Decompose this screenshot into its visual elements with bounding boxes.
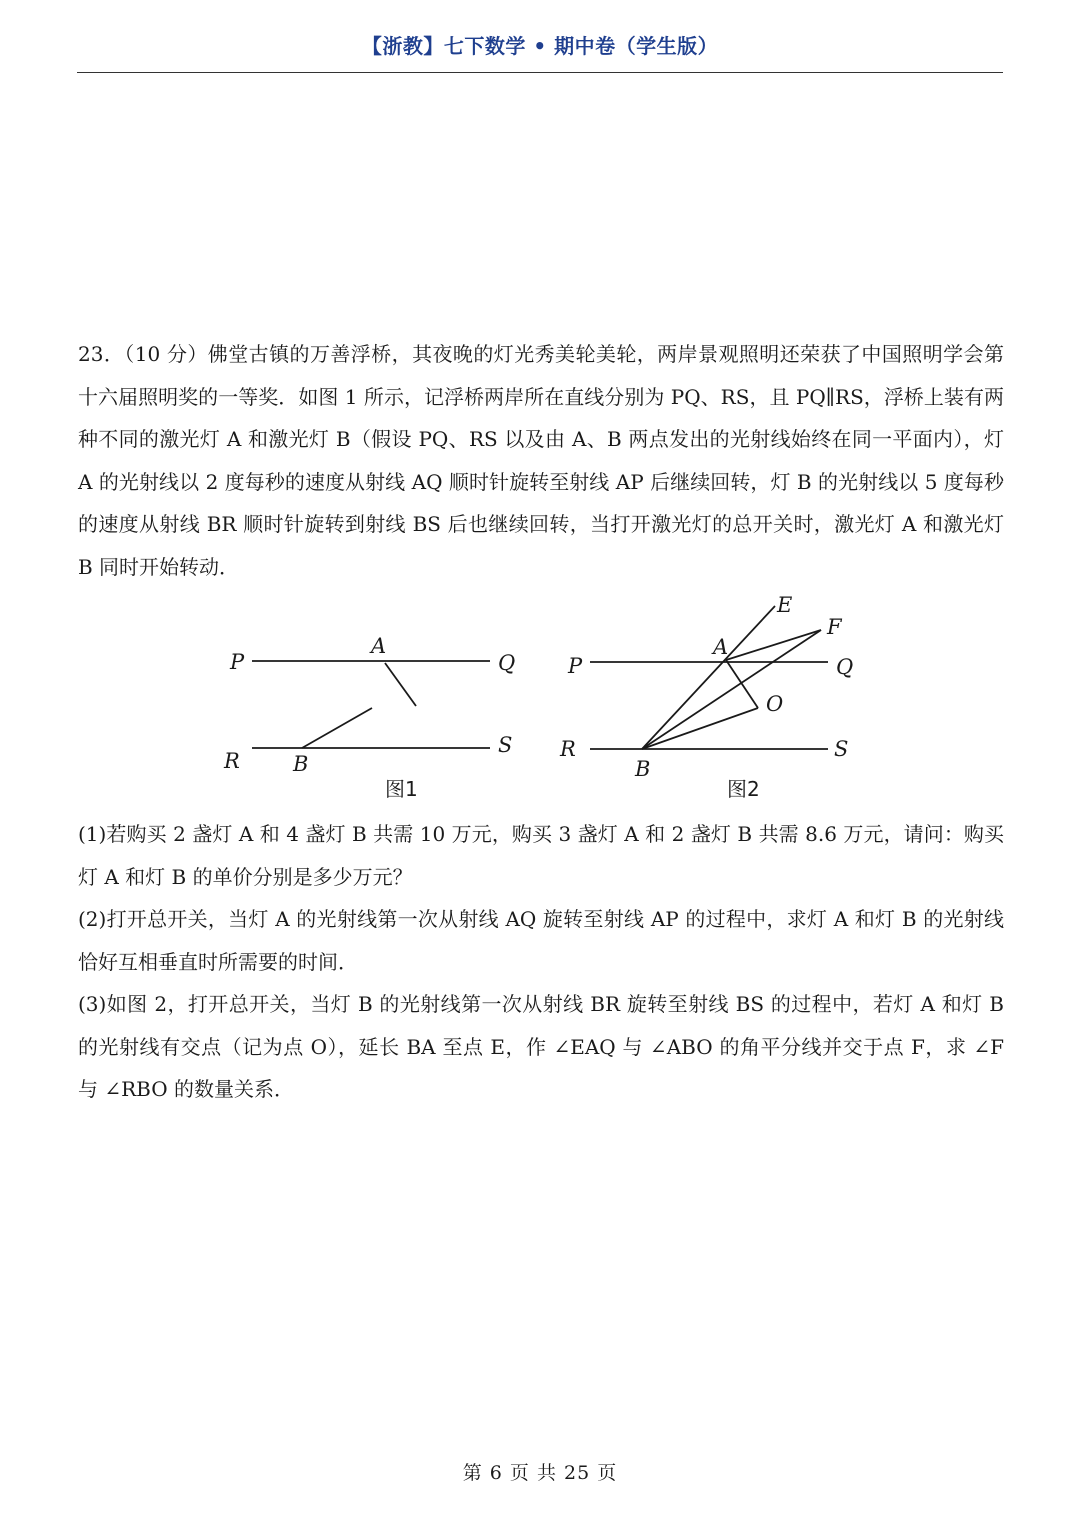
fig1-caption: 图1 xyxy=(385,777,418,801)
fig1-label-R: R xyxy=(224,749,240,773)
fig2-line-AF xyxy=(726,630,821,660)
fig2-caption: 图2 xyxy=(727,777,760,801)
fig2-label-A: A xyxy=(713,635,729,659)
geometry-figures xyxy=(0,590,1080,810)
fig1-ray-A xyxy=(385,663,416,706)
figure-1 xyxy=(223,634,515,801)
fig2-label-B: B xyxy=(635,757,651,781)
question-part-3: (3)如图 2，打开总开关，当灯 B 的光射线第一次从射线 BR 旋转至射线 BS 的过程中，若灯 A 和灯 B 的光射线有交点（记为点 O），延长 BA 至点 E，作 ∠EAQ 与 ∠ABO 的角平分线并交于点 F，求 ∠F 与 ∠RBO 的数量关系． xyxy=(78,992,1004,1101)
figures xyxy=(0,590,1080,810)
fig2-ray-BO xyxy=(642,708,758,749)
fig2-ray-BE xyxy=(642,606,775,749)
fig2-line-BF xyxy=(642,630,821,749)
fig2-ray-AO xyxy=(726,660,758,708)
fig1-label-B: B xyxy=(293,752,309,776)
fig2-label-Q: Q xyxy=(836,655,854,679)
fig1-label-S: S xyxy=(498,733,513,757)
question-part-2: (2)打开总开关，当灯 A 的光射线第一次从射线 AQ 旋转至射线 AP 的过程中，求灯 A 和灯 B 的光射线恰好互相垂直时所需要的时间． xyxy=(78,907,1004,974)
fig2-label-S: S xyxy=(834,737,849,761)
page-number-footer: 第 6 页 共 25 页 xyxy=(462,1462,618,1484)
document-header-title: 【浙教】七下数学 • 期中卷（学生版） xyxy=(361,34,719,58)
fig2-label-R: R xyxy=(560,737,576,761)
fig2-label-F: F xyxy=(827,615,842,639)
fig2-label-O: O xyxy=(766,692,784,716)
question-part-1: (1)若购买 2 盏灯 A 和 4 盏灯 B 共需 10 万元，购买 3 盏灯 A 和 2 盏灯 B 共需 8.6 万元，请问：购买灯 A 和灯 B 的单价分别是多少万元？ xyxy=(78,822,1004,889)
fig2-label-E: E xyxy=(777,593,793,617)
figure-2 xyxy=(559,593,853,801)
fig1-label-A: A xyxy=(371,634,387,658)
fig1-ray-B xyxy=(302,708,372,748)
fig2-label-P: P xyxy=(568,654,583,678)
fig1-label-P: P xyxy=(230,650,245,674)
fig1-label-Q: Q xyxy=(498,651,516,675)
header-divider xyxy=(77,72,1003,73)
question-23-parts xyxy=(78,813,1004,1111)
question-23-intro: 23．（10 分）佛堂古镇的万善浮桥，其夜晚的灯光秀美轮美轮，两岸景观照明还荣获了中国照明学会第十六届照明奖的一等奖．如图 1 所示，记浮桥两岸所在直线分别为 PQ、RS，且 PQ∥RS，浮桥上装有两种不同的激光灯 A 和激光灯 B（假设 PQ、RS 以及由 A、B 两点发出的光射线始终在同一平面内），灯 A 的光射线以 2 度每秒的速度从射线 AQ 顺时针旋转至射线 AP 后继续回转，灯 B 的光射线以 5 度每秒的速度从射线 BR 顺时针旋转到射线 BS 后也继续回转，当打开激光灯的总开关时，激光灯 A 和激光灯 B 同时开始转动． xyxy=(78,342,1004,579)
